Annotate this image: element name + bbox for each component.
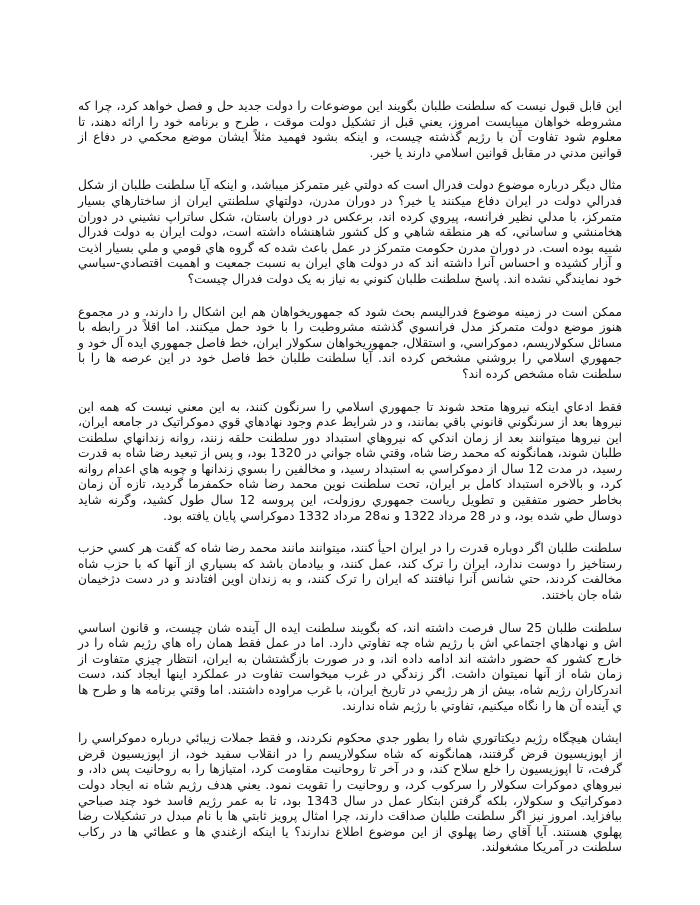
paragraph-7: ايشان هيچگاه رژيم ديكتاتوري شاه را بطور جدي محكوم نكردند، و فقط جملات زيبائي درباره دموكراسي را از اپوزيسيون قرض گرفتند، همانگونه كه شاه سكولاريسم را در انقلاب سفيد خود، از اپوزيسيون قرض گرفت، تا اپوزيسيون را خلع سلاح كند، و در آخر تا روحانيت مقاومت كرد، امتيازها را به روحانيت پس داد، و نيروهاي دموكرات سكولار را سركوب كرد، و روحانيت را تقويت نمود. يعني هدف رژيم شاه نه ايجاد دولت دموكراتيک و سكولار، بلكه گرفتن ابتكار عمل در سال 1343 بود، تا به عمر رژيم فاسد خود چند صباحي بيافزايد. امروز نيز اگر سلطنت طلبان صداقت دارند، چرا امثال پرويز ثابتي ها با نام مبدل در تشكيلات رضا پهلوي هستند. آيا آقاي رضا پهلوي از اين موضوع اطلاع ندارند؟ يا اينكه ازغندي ها و عطائي ها در ركاب سلطنت در آمريكا مشغولند.	[78, 731, 622, 855]
paragraph-1: اين قابل قبول نيست كه سلطنت طلبان بگويند اين موضوعات را دولت جديد حل و فصل خواهد كرد، چرا كه مشروطه خواهان ميبايست امروز، يعني قبل از تشكيل دولت موقت ، طرح و برنامه خود را ارائه دهند، تا معلوم شود تفاوت آن با رژيم گذشته چيست، و اينكه بشود فهميد مثلاً ايشان موضع محكمي در دفاع از قوانين مدني در مقابل قوانين اسلامي دارند يا خير.	[78, 99, 622, 160]
document-body	[78, 99, 622, 856]
paragraph-2: مثال ديگر درباره موضوع دولت فدرال است كه دولتي غير متمركز ميباشد، و اينكه آيا سلطنت طلبان از شكل فدرالي دولت در ايران دفاع ميكنند يا خير؟ در دوران مدرن، دولتهاي سلطنتي ايران از ساختارهاي بسيار متمركز، با مدلي نظير فرانسه، پيروي كرده اند، برعكس در دوران باستان، شكل ساتراپ نشيني در دوران هخامنشي و ساساني، كه هر منطقه شاهي و كل كشور شاهنشاه داشته است، دولت ايران به دولت فدرال شبيه بوده است. در دوران مدرن حكومت متمركز در عمل باعث شده كه گروه هاي قومي و ملي بسيار اذيت و آزار كشيده و احساس آنرا داشته اند كه در دولت هاي ايران به نسبت جمعيت و اهميت اقتصادي-سياسي خود نمايندگي نشده اند. پاسخ سلطنت طلبان كنوني به نياز به يک دولت فدرال چيست؟	[78, 178, 622, 286]
paragraph-4: فقط ادعاي اينكه نيروها متحد شوند تا جمهوري اسلامي را سرنگون كنند، به اين معني نيست كه همه اين نيروها بعد از سرنگوني قانوني باقي بمانند، و در شرايط عدم وجود نهادهاي قوي دموكراتيک در جامعه ايران، اين نيروها ميتوانند بعد از زمان اندكي كه نيروهاي استبداد دور سلطنت حلقه زنند، روانه زندانهاي سلطنت طلبان شوند، همانگونه كه محمد رضا شاه، وقتي شاه جواني در 1320 بود، و پس از تبعيد رضا شاه به قدرت رسيد، در مدت 12 سال از دموكراسي به استبداد رسيد، و مخالفين را بسوي زندانها و چوبه هاي اعدام روانه كرد، و بالاخره استبداد كامل بر ايران، تحت سلطنت نوين محمد رضا شاه حكمفرما گرديد، تازه آن زمان بخاطر حضور متفقين و تطويل رياست جمهوري روزولت، اين پروسه 12 سال طول كشيد، وگرنه شايد دوسال طي شده بود، و در 28 مرداد 1322 و نه28 مرداد 1332 دموكراسي پايان يافته بود.	[78, 399, 622, 523]
paragraph-6: سلطنت طلبان 25 سال فرصت داشته اند، كه بگويند سلطنت ايده ال آينده شان چيست، و قانون اساسي اش و نهادهاي اجتماعي اش با رژيم شاه چه تفاوتي دارد. اما در عمل فقط همان راه هاي رژيم شاه را در خارج كشور كه حضور داشته اند ادامه داده اند، و در صورت بازگشتشان به ايران، انتظار چيزي متفاوت از زمان شاه از آنها نميتوان داشت. اگر زندگي در غرب ميخواست تفاوت در عملكرد اينها ايجاد كند، دست اندركاران رژيم شاه، بيش از هر رژيمي در تاريخ ايران، با غرب مراوده داشتند. اما وقتي برنامه ها و طرح ها ي آينده آن ها را نگاه ميكنيم، تفاوتي با رژيم شاه ندارند.	[78, 620, 622, 713]
paragraph-3: ممكن است در زمينه موضوع فدراليسم بحث شود كه جمهوريخواهان هم اين اشكال را دارند، و در مجموع هنوز موضع دولت متمركز مدل فرانسوي گذشته مشروطيت را با خود حمل ميكنند. اما اقلاً در رابطه با مسائل سكولاريسم، دموكراسي، و استقلال، جمهوريخواهان سكولار ايران، خط فاصل جمهوري ايده آل خود و جمهوري اسلامي را بروشني مشخص كرده اند. آيا سلطنت طلبان خط فاصل خود در اين عرصه ها را با سلطنت شاه مشخص كرده اند؟	[78, 304, 622, 381]
paragraph-5: سلطنت طلبان اگر دوباره قدرت را در ايران احيأ كنند، ميتوانند مانند محمد رضا شاه كه گفت هر كسي حزب رستاخيز را دوست ندارد، ايران را ترک كند، عمل كنند، و بيادمان باشد كه بسياري از آنها كه با حزب شاه مخالفت كردند، حتي شانس آنرا نيافتند كه ايران را ترک كنند، و به زندان اوين افتادند و در دست دژخيمان شاه جان باختند.	[78, 541, 622, 603]
